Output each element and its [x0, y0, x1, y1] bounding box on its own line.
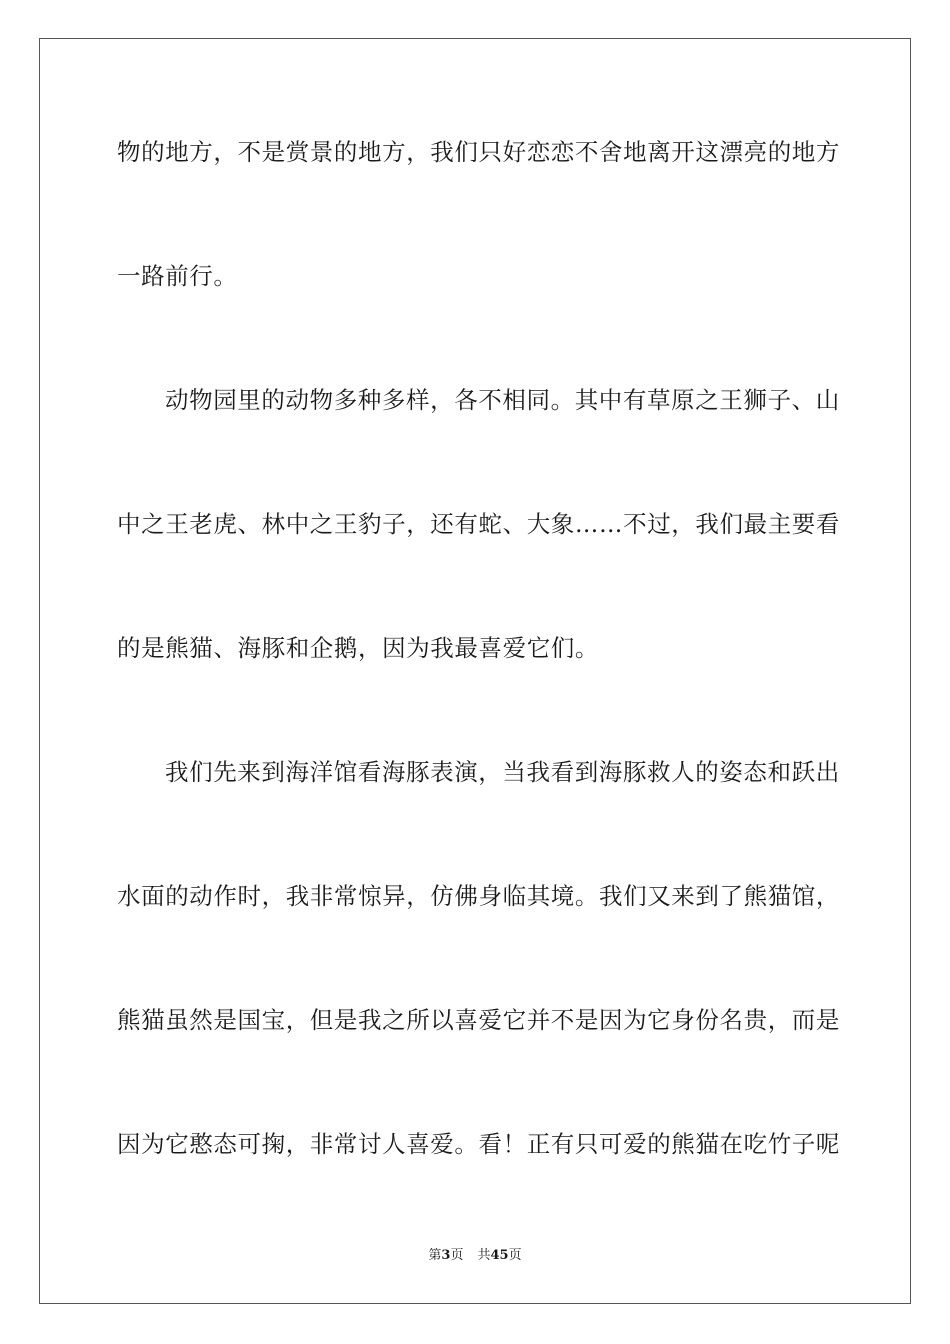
page-footer	[0, 1247, 950, 1265]
text-line-8: 熊猫虽然是国宝，但是我之所以喜爱它并不是因为它身份名贵，而是	[117, 1006, 840, 1034]
page-suffix: 页	[450, 1248, 464, 1263]
text-line-4: 中之王老虎、林中之王豹子，还有蛇、大象……不过，我们最主要看	[117, 510, 840, 538]
page-number: 3	[441, 1248, 451, 1263]
text-line-2: 一路前行。	[117, 262, 238, 290]
text-line-6: 我们先来到海洋馆看海豚表演，当我看到海豚救人的姿态和跃出	[165, 758, 840, 786]
text-line-7: 水面的动作时，我非常惊异，仿佛身临其境。我们又来到了熊猫馆，	[117, 882, 840, 910]
text-line-1: 物的地方，不是赏景的地方，我们只好恋恋不舍地离开这漂亮的地方	[117, 138, 840, 166]
page-border	[39, 38, 911, 1304]
total-prefix: 共	[477, 1248, 491, 1263]
total-suffix: 页	[508, 1248, 522, 1263]
text-line-5: 的是熊猫、海豚和企鹅，因为我最喜爱它们。	[117, 634, 599, 662]
text-line-9: 因为它憨态可掬，非常讨人喜爱。看！正有只可爱的熊猫在吃竹子呢	[117, 1130, 840, 1158]
text-line-3: 动物园里的动物多种多样，各不相同。其中有草原之王狮子、山	[165, 386, 840, 414]
page-prefix: 第	[428, 1248, 442, 1263]
total-pages: 45	[490, 1248, 509, 1263]
